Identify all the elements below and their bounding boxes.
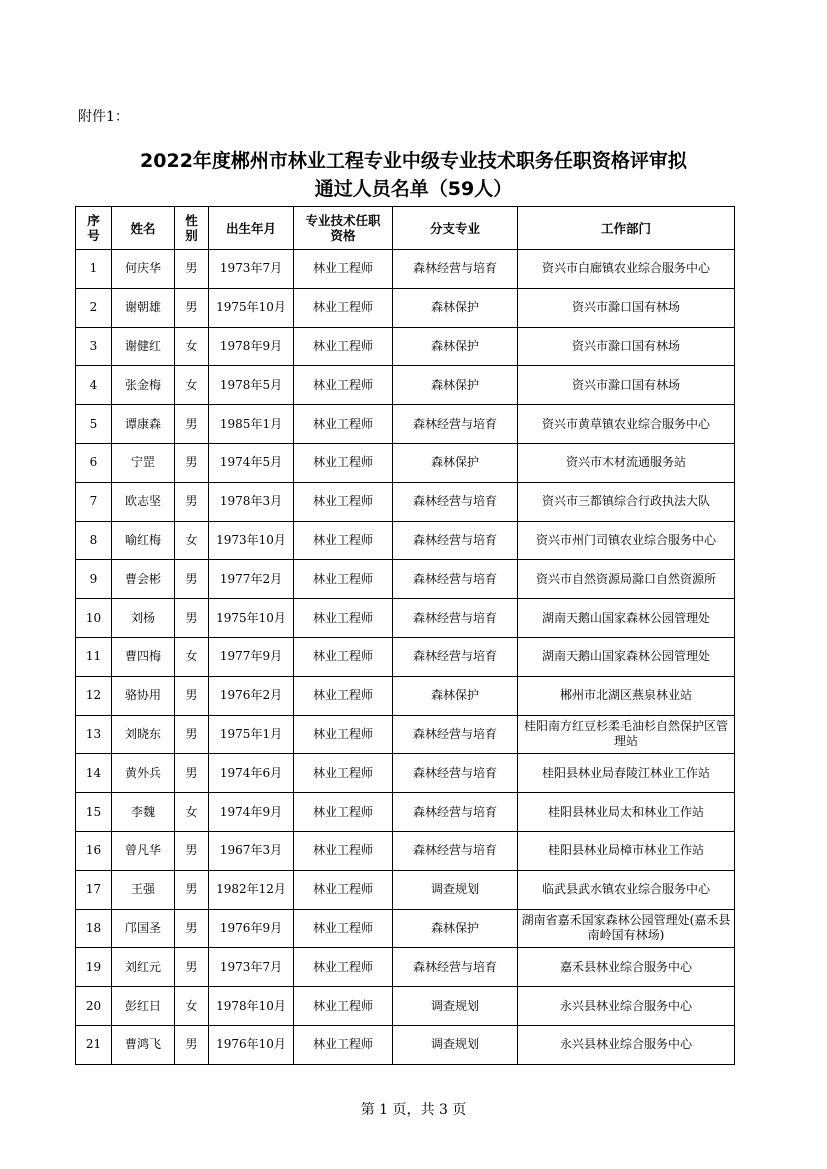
cell-seq: 21 xyxy=(76,1025,112,1064)
cell-seq: 2 xyxy=(76,288,112,327)
cell-dept: 永兴县林业综合服务中心 xyxy=(518,987,735,1026)
cell-seq: 18 xyxy=(76,909,112,948)
header-branch: 分支专业 xyxy=(393,207,518,250)
cell-dept: 桂阳县林业局樟市林业工作站 xyxy=(518,831,735,870)
cell-birth: 1975年1月 xyxy=(209,715,294,754)
cell-qualification: 林业工程师 xyxy=(294,793,393,832)
cell-branch: 森林保护 xyxy=(393,443,518,482)
cell-gender: 男 xyxy=(175,1025,209,1064)
cell-dept: 资兴市木材流通服务站 xyxy=(518,443,735,482)
cell-gender: 男 xyxy=(175,715,209,754)
cell-branch: 森林经营与培育 xyxy=(393,948,518,987)
cell-qualification: 林业工程师 xyxy=(294,870,393,909)
header-seq: 序 号 xyxy=(76,207,112,250)
cell-dept: 资兴市自然资源局滁口自然资源所 xyxy=(518,560,735,599)
cell-branch: 森林保护 xyxy=(393,288,518,327)
cell-seq: 1 xyxy=(76,250,112,289)
cell-birth: 1976年10月 xyxy=(209,1025,294,1064)
table-row xyxy=(76,637,735,676)
cell-seq: 4 xyxy=(76,366,112,405)
cell-gender: 男 xyxy=(175,754,209,793)
cell-gender: 男 xyxy=(175,870,209,909)
cell-qualification: 林业工程师 xyxy=(294,715,393,754)
table-row xyxy=(76,909,735,948)
cell-dept: 嘉禾县林业综合服务中心 xyxy=(518,948,735,987)
cell-gender: 男 xyxy=(175,443,209,482)
cell-name: 曹会彬 xyxy=(112,560,175,599)
table-row xyxy=(76,366,735,405)
cell-birth: 1974年9月 xyxy=(209,793,294,832)
cell-gender: 女 xyxy=(175,521,209,560)
cell-name: 李魏 xyxy=(112,793,175,832)
cell-name: 曾凡华 xyxy=(112,831,175,870)
cell-seq: 15 xyxy=(76,793,112,832)
cell-branch: 森林经营与培育 xyxy=(393,482,518,521)
cell-seq: 10 xyxy=(76,599,112,638)
cell-name: 刘晓东 xyxy=(112,715,175,754)
table-row xyxy=(76,521,735,560)
cell-gender: 男 xyxy=(175,948,209,987)
cell-name: 谢朝雄 xyxy=(112,288,175,327)
cell-seq: 11 xyxy=(76,637,112,676)
cell-name: 骆协用 xyxy=(112,676,175,715)
cell-gender: 男 xyxy=(175,482,209,521)
cell-gender: 男 xyxy=(175,288,209,327)
cell-qualification: 林业工程师 xyxy=(294,909,393,948)
cell-gender: 男 xyxy=(175,250,209,289)
table-row xyxy=(76,1025,735,1064)
cell-seq: 13 xyxy=(76,715,112,754)
cell-gender: 女 xyxy=(175,793,209,832)
cell-qualification: 林业工程师 xyxy=(294,831,393,870)
cell-qualification: 林业工程师 xyxy=(294,443,393,482)
cell-branch: 森林经营与培育 xyxy=(393,521,518,560)
cell-branch: 调查规划 xyxy=(393,870,518,909)
cell-dept: 资兴市黄草镇农业综合服务中心 xyxy=(518,405,735,444)
cell-birth: 1976年2月 xyxy=(209,676,294,715)
cell-branch: 森林经营与培育 xyxy=(393,405,518,444)
cell-seq: 17 xyxy=(76,870,112,909)
cell-birth: 1974年6月 xyxy=(209,754,294,793)
cell-birth: 1977年2月 xyxy=(209,560,294,599)
cell-gender: 男 xyxy=(175,676,209,715)
cell-qualification: 林业工程师 xyxy=(294,599,393,638)
cell-birth: 1973年7月 xyxy=(209,948,294,987)
cell-name: 邝国圣 xyxy=(112,909,175,948)
table-row xyxy=(76,250,735,289)
cell-gender: 男 xyxy=(175,560,209,599)
cell-seq: 7 xyxy=(76,482,112,521)
table-row xyxy=(76,327,735,366)
cell-dept: 湖南省嘉禾国家森林公园管理处(嘉禾县南岭国有林场) xyxy=(518,909,735,948)
table-row xyxy=(76,443,735,482)
cell-qualification: 林业工程师 xyxy=(294,405,393,444)
cell-birth: 1978年10月 xyxy=(209,987,294,1026)
page-footer: 第 1 页，共 3 页 xyxy=(360,1102,467,1118)
cell-gender: 男 xyxy=(175,831,209,870)
cell-dept: 桂阳县林业局太和林业工作站 xyxy=(518,793,735,832)
cell-dept: 桂阳县林业局春陵江林业工作站 xyxy=(518,754,735,793)
cell-birth: 1982年12月 xyxy=(209,870,294,909)
table-row xyxy=(76,288,735,327)
cell-dept: 湖南天鹅山国家森林公园管理处 xyxy=(518,637,735,676)
cell-birth: 1976年9月 xyxy=(209,909,294,948)
cell-name: 谢健红 xyxy=(112,327,175,366)
table-row xyxy=(76,754,735,793)
header-name: 姓名 xyxy=(112,207,175,250)
cell-name: 欧志坚 xyxy=(112,482,175,521)
document-title-line-2: 通过人员名单（59人） xyxy=(314,178,513,200)
cell-qualification: 林业工程师 xyxy=(294,327,393,366)
table-header-row xyxy=(76,207,735,250)
cell-seq: 9 xyxy=(76,560,112,599)
cell-branch: 森林保护 xyxy=(393,327,518,366)
cell-seq: 14 xyxy=(76,754,112,793)
cell-branch: 森林经营与培育 xyxy=(393,560,518,599)
table-row xyxy=(76,948,735,987)
cell-dept: 资兴市滁口国有林场 xyxy=(518,288,735,327)
cell-dept: 资兴市滁口国有林场 xyxy=(518,366,735,405)
cell-qualification: 林业工程师 xyxy=(294,250,393,289)
cell-qualification: 林业工程师 xyxy=(294,676,393,715)
cell-branch: 森林经营与培育 xyxy=(393,250,518,289)
cell-seq: 19 xyxy=(76,948,112,987)
cell-dept: 郴州市北湖区燕泉林业站 xyxy=(518,676,735,715)
cell-branch: 森林保护 xyxy=(393,909,518,948)
cell-name: 谭康森 xyxy=(112,405,175,444)
cell-dept: 资兴市滁口国有林场 xyxy=(518,327,735,366)
cell-name: 黄外兵 xyxy=(112,754,175,793)
cell-dept: 永兴县林业综合服务中心 xyxy=(518,1025,735,1064)
cell-birth: 1985年1月 xyxy=(209,405,294,444)
cell-birth: 1975年10月 xyxy=(209,288,294,327)
cell-seq: 16 xyxy=(76,831,112,870)
cell-dept: 临武县武水镇农业综合服务中心 xyxy=(518,870,735,909)
personnel-table xyxy=(75,206,735,1065)
cell-branch: 森林经营与培育 xyxy=(393,637,518,676)
cell-gender: 女 xyxy=(175,987,209,1026)
cell-name: 何庆华 xyxy=(112,250,175,289)
cell-birth: 1973年10月 xyxy=(209,521,294,560)
table-row xyxy=(76,715,735,754)
cell-branch: 调查规划 xyxy=(393,987,518,1026)
cell-branch: 森林保护 xyxy=(393,676,518,715)
cell-name: 彭红日 xyxy=(112,987,175,1026)
cell-birth: 1974年5月 xyxy=(209,443,294,482)
table-body xyxy=(76,250,735,1065)
cell-dept: 资兴市白廊镇农业综合服务中心 xyxy=(518,250,735,289)
cell-branch: 森林经营与培育 xyxy=(393,754,518,793)
cell-dept: 资兴市三都镇综合行政执法大队 xyxy=(518,482,735,521)
table-row xyxy=(76,831,735,870)
cell-qualification: 林业工程师 xyxy=(294,560,393,599)
table-row xyxy=(76,793,735,832)
table-row xyxy=(76,560,735,599)
cell-name: 曹鸿飞 xyxy=(112,1025,175,1064)
cell-qualification: 林业工程师 xyxy=(294,987,393,1026)
cell-qualification: 林业工程师 xyxy=(294,288,393,327)
cell-birth: 1978年5月 xyxy=(209,366,294,405)
cell-branch: 森林保护 xyxy=(393,366,518,405)
cell-qualification: 林业工程师 xyxy=(294,1025,393,1064)
cell-birth: 1975年10月 xyxy=(209,599,294,638)
cell-qualification: 林业工程师 xyxy=(294,637,393,676)
cell-branch: 森林经营与培育 xyxy=(393,715,518,754)
cell-seq: 8 xyxy=(76,521,112,560)
cell-gender: 男 xyxy=(175,599,209,638)
cell-gender: 男 xyxy=(175,909,209,948)
cell-seq: 12 xyxy=(76,676,112,715)
cell-dept: 资兴市州门司镇农业综合服务中心 xyxy=(518,521,735,560)
cell-qualification: 林业工程师 xyxy=(294,521,393,560)
table-row xyxy=(76,676,735,715)
cell-qualification: 林业工程师 xyxy=(294,482,393,521)
cell-name: 王强 xyxy=(112,870,175,909)
cell-name: 刘红元 xyxy=(112,948,175,987)
attachment-label: 附件1： xyxy=(78,109,129,125)
table-row xyxy=(76,599,735,638)
header-dept: 工作部门 xyxy=(518,207,735,250)
cell-qualification: 林业工程师 xyxy=(294,754,393,793)
document-title-line-1: 2022年度郴州市林业工程专业中级专业技术职务任职资格评审拟 xyxy=(140,150,687,172)
table-row xyxy=(76,870,735,909)
cell-birth: 1978年9月 xyxy=(209,327,294,366)
cell-seq: 20 xyxy=(76,987,112,1026)
cell-name: 曹四梅 xyxy=(112,637,175,676)
cell-gender: 女 xyxy=(175,327,209,366)
cell-qualification: 林业工程师 xyxy=(294,948,393,987)
cell-name: 刘杨 xyxy=(112,599,175,638)
cell-birth: 1978年3月 xyxy=(209,482,294,521)
cell-name: 喻红梅 xyxy=(112,521,175,560)
cell-seq: 6 xyxy=(76,443,112,482)
cell-seq: 5 xyxy=(76,405,112,444)
header-birth: 出生年月 xyxy=(209,207,294,250)
cell-birth: 1973年7月 xyxy=(209,250,294,289)
cell-gender: 女 xyxy=(175,637,209,676)
cell-dept: 桂阳南方红豆杉柔毛油杉自然保护区管理站 xyxy=(518,715,735,754)
cell-gender: 男 xyxy=(175,405,209,444)
cell-branch: 森林经营与培育 xyxy=(393,831,518,870)
cell-name: 张金梅 xyxy=(112,366,175,405)
cell-branch: 森林经营与培育 xyxy=(393,793,518,832)
cell-seq: 3 xyxy=(76,327,112,366)
cell-branch: 森林经营与培育 xyxy=(393,599,518,638)
cell-birth: 1967年3月 xyxy=(209,831,294,870)
cell-branch: 调查规划 xyxy=(393,1025,518,1064)
header-qualification: 专业技术任职 资格 xyxy=(294,207,393,250)
table-row xyxy=(76,482,735,521)
cell-birth: 1977年9月 xyxy=(209,637,294,676)
table-row xyxy=(76,987,735,1026)
table-row xyxy=(76,405,735,444)
cell-qualification: 林业工程师 xyxy=(294,366,393,405)
cell-name: 宁罡 xyxy=(112,443,175,482)
header-gender: 性 别 xyxy=(175,207,209,250)
cell-dept: 湖南天鹅山国家森林公园管理处 xyxy=(518,599,735,638)
cell-gender: 女 xyxy=(175,366,209,405)
